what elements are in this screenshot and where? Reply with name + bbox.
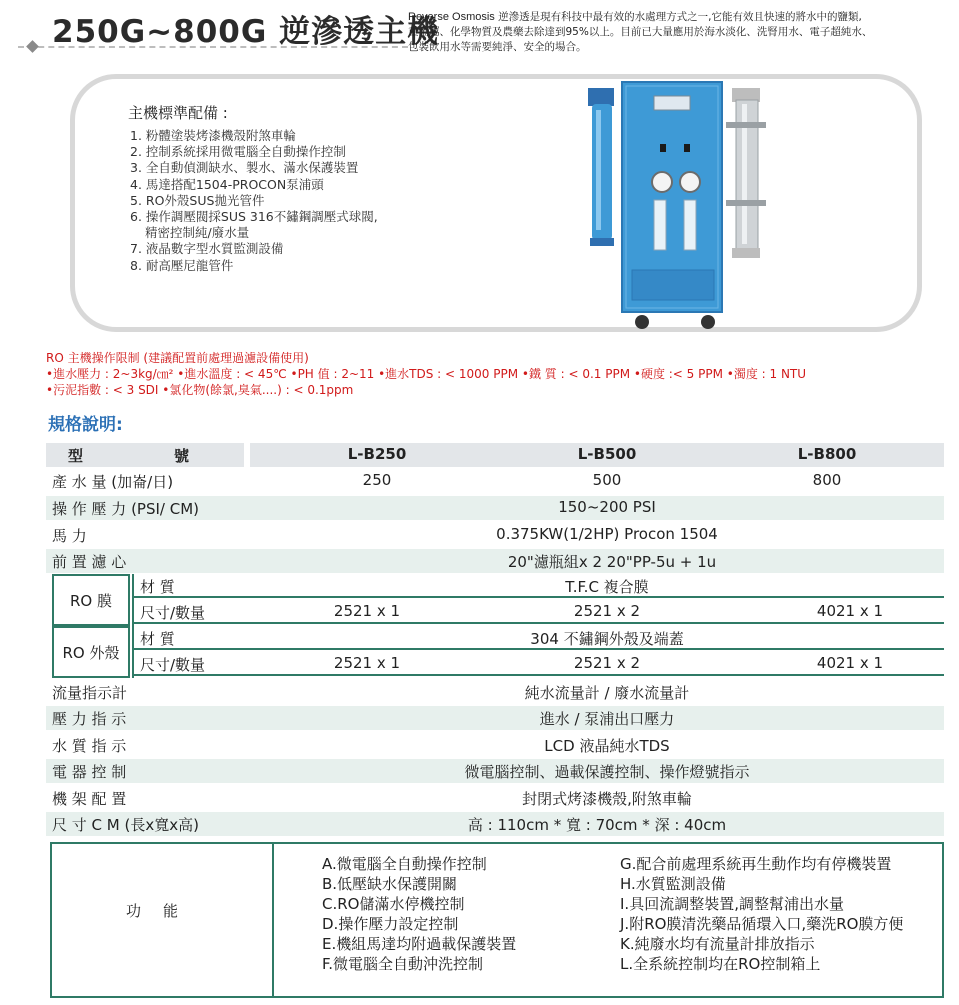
list-item: D.操作壓力設定控制: [322, 915, 459, 933]
ro-housing-group: [52, 626, 944, 678]
table-row: 壓 力 指 示 進水 / 泵浦出口壓力: [46, 706, 944, 730]
ro-housing-label-cell: RO 外殼: [52, 626, 130, 678]
list-item: H.水質監測設備: [620, 875, 726, 893]
table-row: 流量指示計 純水流量計 / 廢水流量計: [52, 684, 690, 702]
list-item: 5. RO外殼SUS拋光管件: [130, 192, 265, 208]
standard-features-heading: 主機標準配備 :: [128, 104, 228, 122]
list-item: 3. 全自動偵測缺水、製水、滿水保護裝置: [130, 160, 359, 176]
list-item: K.純廢水均有流量計排放指示: [620, 935, 815, 953]
operation-limits: [46, 350, 806, 398]
limits-title: RO 主機操作限制 (建議配置前處理過濾設備使用): [46, 351, 309, 365]
title-divider: [18, 46, 408, 48]
spec-header-row: [46, 443, 944, 467]
table-row: 操 作 壓 力 (PSI/ CM) 150~200 PSI: [46, 496, 944, 520]
table-row: 產 水 量 (加崙/日) 250 500 800: [52, 471, 842, 491]
table-row: 尺 寸 C M (長x寬x高) 高 : 110cm * 寬 : 70cm * 深 : 40cm: [46, 812, 944, 836]
spec-heading: 規格說明:: [48, 415, 123, 435]
page-title: 250G~800G 逆滲透主機: [52, 14, 440, 50]
ro-membrane-label-cell: RO 膜: [52, 574, 130, 626]
model-l-b800: L-B800: [797, 445, 857, 463]
list-item: B.低壓缺水保護開關: [322, 875, 458, 893]
list-item: 4. 馬達搭配1504-PROCON泵浦頭: [130, 176, 324, 192]
limits-line: •進水壓力 : 2~3kg/㎝² •進水溫度 : < 45℃ •PH 值 : 2~11 •進水TDS : < 1000 PPM •鐵 質 : < 0.1 PPM •硬度 :< 5 PPM •濁度 : 1 NTU: [46, 367, 807, 381]
ro-machine-illustration: [580, 70, 780, 338]
table-row: 電 器 控 制 微電腦控制、過載保護控制、操作燈號指示: [46, 759, 944, 783]
table-row: 水 質 指 示 LCD 液晶純水TDS: [52, 737, 670, 755]
list-item: A.微電腦全自動操作控制: [322, 855, 487, 873]
list-item: 7. 液晶數字型水質監測設備: [130, 241, 284, 257]
list-item: 精密控制純/廢水量: [145, 225, 250, 241]
table-row: 機 架 配 置 封閉式烤漆機殼,附煞車輪: [52, 790, 692, 808]
functions-list-left: [322, 854, 516, 974]
table-row: 尺寸/數量 2521 x 1 2521 x 2 4021 x 1: [132, 600, 944, 624]
list-item: E.機組馬達均附過載保護裝置: [322, 935, 517, 953]
table-row: 前 置 濾 心 20"濾瓶組x 2 20"PP-5u + 1u: [46, 549, 944, 573]
model-l-b500: L-B500: [577, 445, 637, 463]
title-bullet-icon: [26, 40, 39, 53]
table-row: 馬 力 0.375KW(1/2HP) Procon 1504: [52, 525, 718, 545]
list-item: I.具回流調整裝置,調整幫浦出水量: [620, 895, 844, 913]
list-item: 8. 耐高壓尼龍管件: [130, 257, 234, 273]
intro-text: Reverse Osmosis 逆滲透是現有科技中最有效的水處理方式之一,它能有效且快速的將水中的鹽類, 重金屬、化學物質及農藥去除達到95%以上。目前已大量應用於海水淡化、洗腎用水、電子超純水、 包裝飲用水等需要純淨、安全的場合。: [408, 11, 873, 53]
list-item: C.RO儲滿水停機控制: [322, 895, 465, 913]
limits-line: •污泥指數 : < 3 SDI •氯化物(餘氯,臭氣....) : < 0.1ppm: [46, 383, 354, 397]
table-row: 材 質 304 不鏽鋼外殼及端蓋: [132, 626, 944, 650]
standard-features-list: [130, 128, 378, 274]
functions-panel: [50, 842, 944, 998]
list-item: L.全系統控制均在RO控制箱上: [620, 955, 821, 973]
list-item: 2. 控制系統採用微電腦全自動操作控制: [130, 144, 346, 160]
functions-list-right: [620, 854, 903, 974]
list-item: G.配合前處理系統再生動作均有停機裝置: [620, 855, 892, 873]
list-item: F.微電腦全自動沖洗控制: [322, 955, 483, 973]
list-item: J.附RO膜清洗藥品循環入口,藥洗RO膜方便: [620, 915, 904, 933]
ro-membrane-group: [52, 574, 944, 626]
list-item: 6. 操作調壓閥採SUS 316不鏽鋼調壓式球閥,: [130, 209, 378, 225]
model-l-b250: L-B250: [347, 445, 407, 463]
table-row: 材 質 T.F.C 複合膜: [132, 574, 944, 598]
functions-label: 功能: [126, 902, 201, 920]
model-header-cell: 型 號: [46, 443, 244, 467]
table-row: 尺寸/數量 2521 x 1 2521 x 2 4021 x 1: [132, 652, 944, 676]
list-item: 1. 粉體塗裝烤漆機殼附煞車輪: [130, 128, 296, 143]
model-columns-header: [250, 443, 944, 467]
